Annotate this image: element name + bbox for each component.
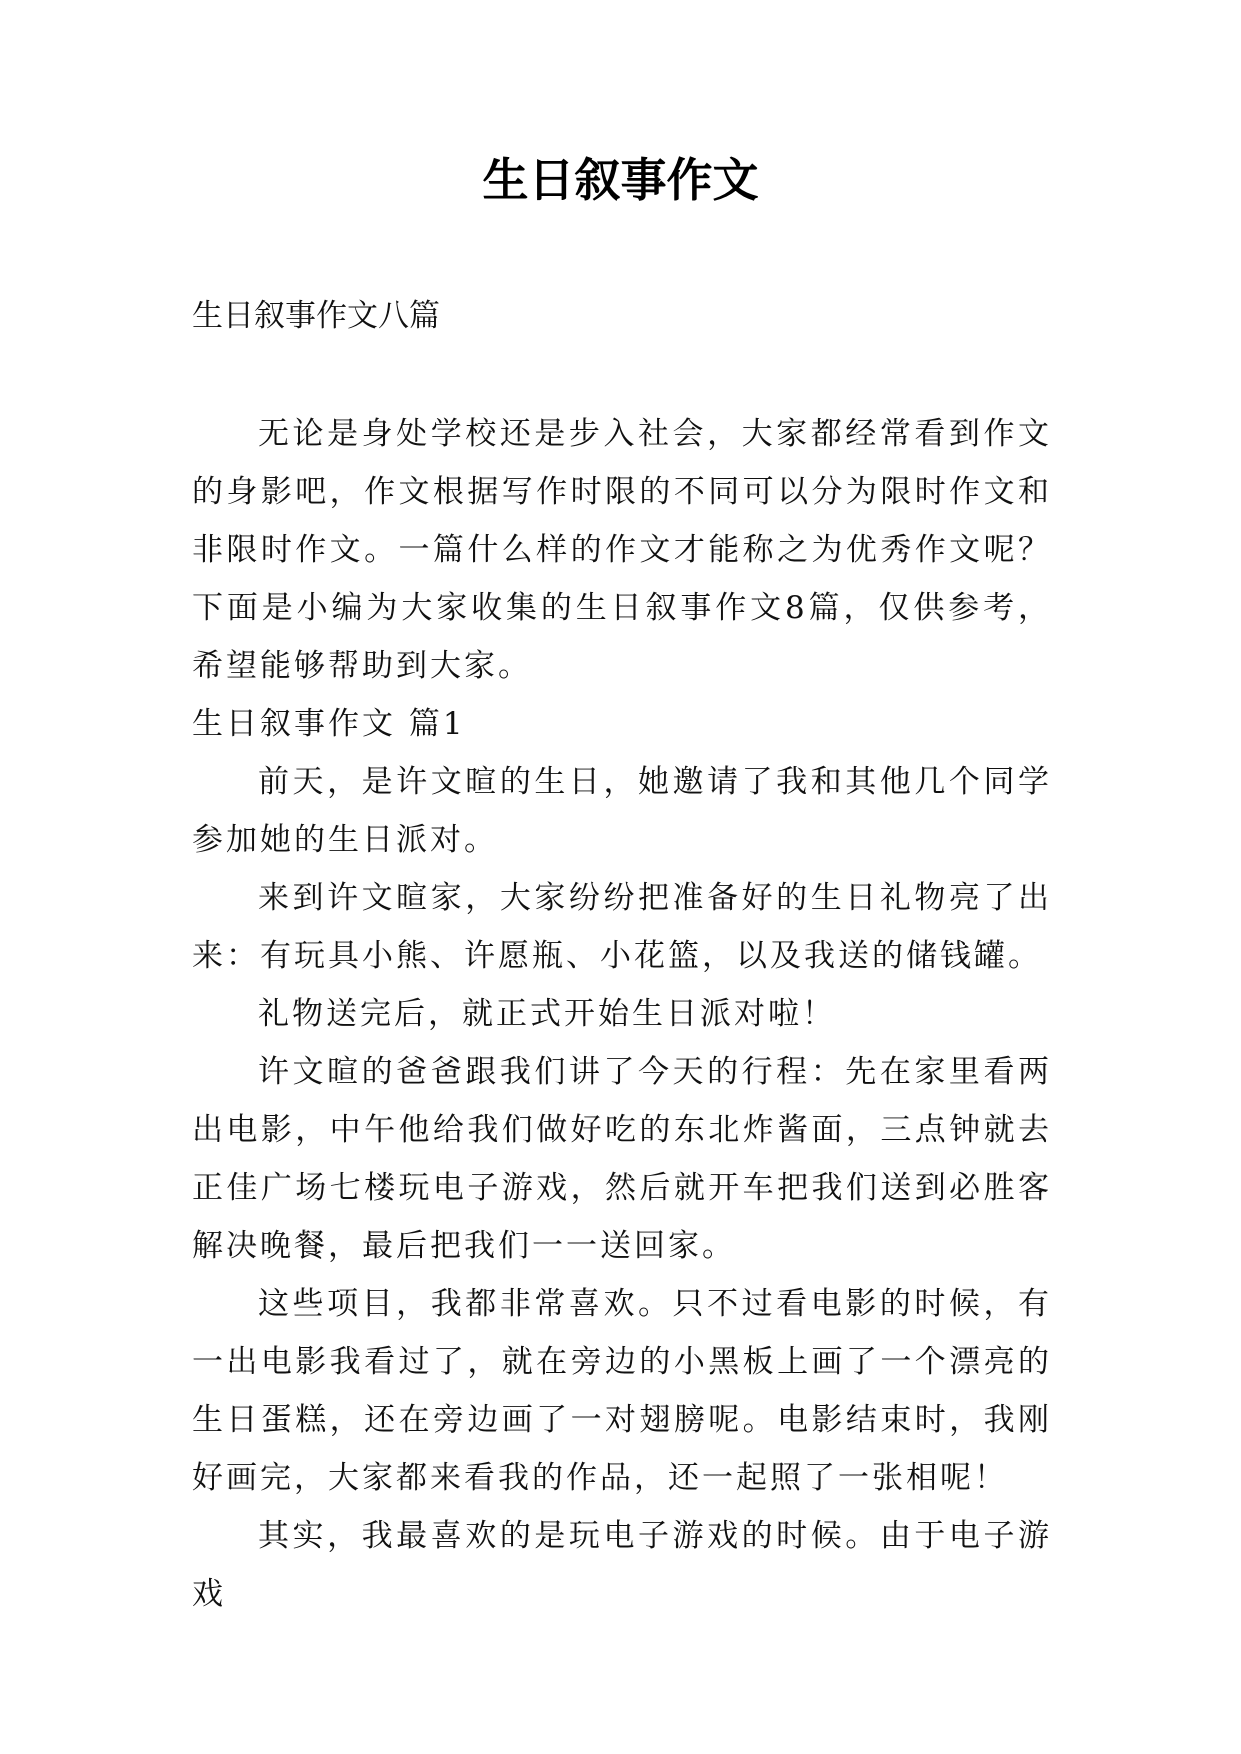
paragraph: 礼物送完后，就正式开始生日派对啦！ [258, 996, 836, 1032]
document-subtitle: 生日叙事作文八篇 [192, 298, 440, 334]
paragraph: 这些项目，我都非常喜欢。只不过看电影的时候，有一出电影我看过了，就在旁边的小黑板上画了一个漂亮的生日蛋糕，还在旁边画了一对翅膀呢。电影结束时，我刚好画完，大家都来看我的作品，还一起照了一张相呢！ [192, 1286, 1052, 1496]
paragraph: 来到许文暄家，大家纷纷把准备好的生日礼物亮了出来：有玩具小熊、许愿瓶、小花篮，以及我送的储钱罐。 [192, 880, 1052, 974]
paragraph: 其实，我最喜欢的是玩电子游戏的时候。由于电子游戏 [192, 1518, 1052, 1612]
intro-paragraph: 无论是身处学校还是步入社会，大家都经常看到作文的身影吧，作文根据写作时限的不同可以分为限时作文和非限时作文。一篇什么样的作文才能称之为优秀作文呢？下面是小编为大家收集的生日叙事作文8篇，仅供参考，希望能够帮助到大家。 [192, 416, 1052, 684]
paragraph: 许文暄的爸爸跟我们讲了今天的行程：先在家里看两出电影，中午他给我们做好吃的东北炸酱面，三点钟就去正佳广场七楼玩电子游戏，然后就开车把我们送到必胜客解决晚餐，最后把我们一一送回家。 [192, 1054, 1052, 1264]
paragraph: 前天，是许文暄的生日，她邀请了我和其他几个同学参加她的生日派对。 [192, 764, 1052, 858]
document-title: 生日叙事作文 [482, 153, 759, 207]
document-body [192, 405, 1052, 1623]
section-heading-1: 生日叙事作文 篇1 [192, 706, 466, 742]
